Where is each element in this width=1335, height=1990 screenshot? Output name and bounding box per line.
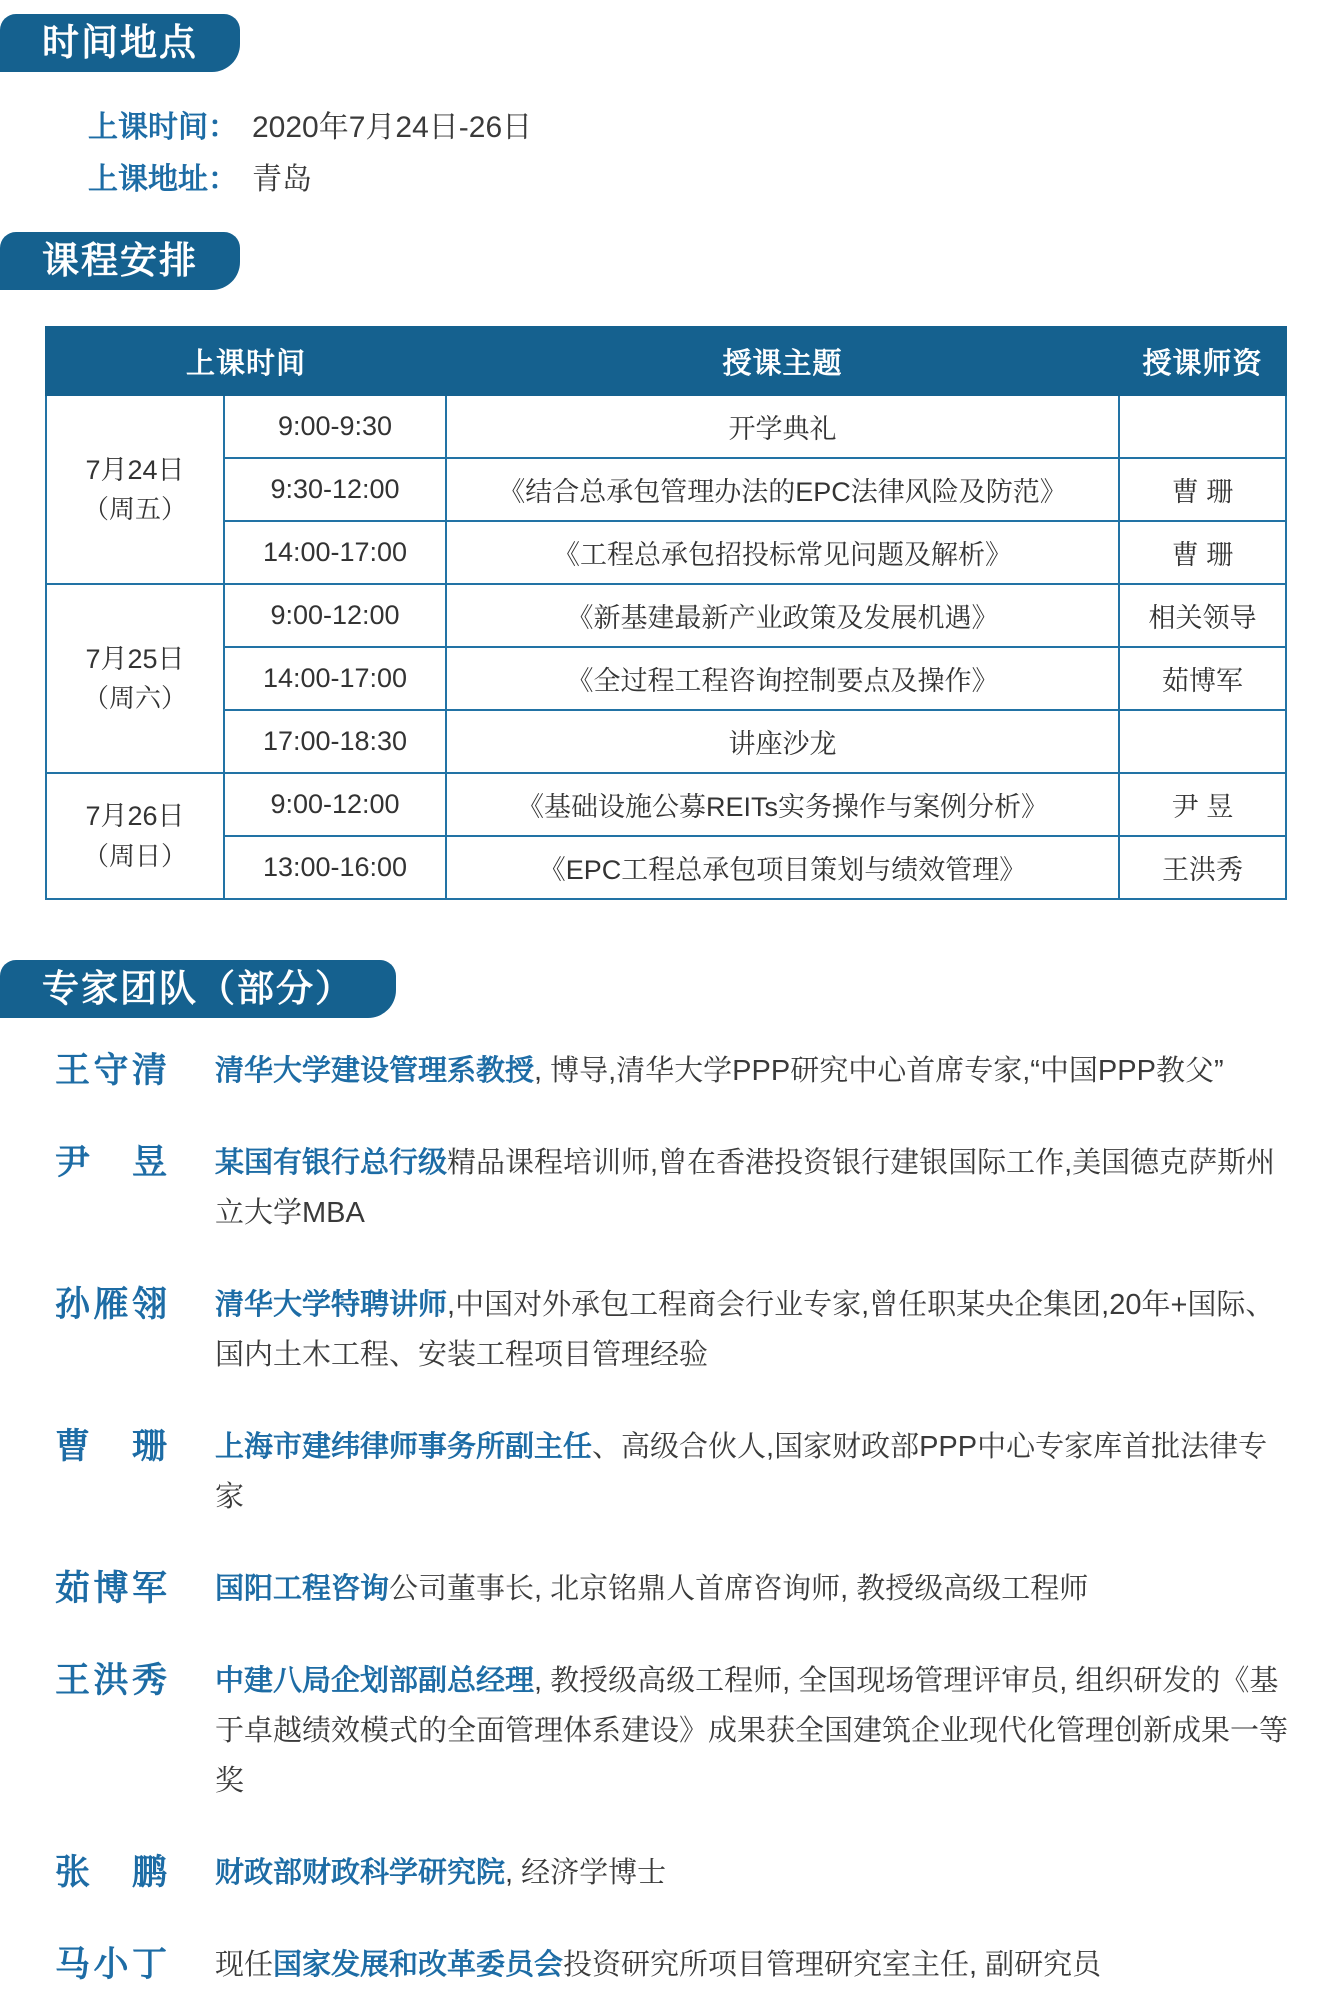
expert-desc-rest: , 教授级高级工程师, 全国现场管理评审员, 组织研发的《基于卓越绩效模式的全面管理体系建设》成果获全国建筑企业现代化管理创新成果一等奖: [215, 1665, 1289, 1797]
topic-cell: 讲座沙龙: [446, 710, 1119, 773]
teacher-cell: 曹 珊: [1119, 458, 1286, 521]
time-cell: 9:30-12:00: [224, 458, 446, 521]
expert-desc-rest: 、高级合伙人,国家财政部PPP中心专家库首批法律专家: [215, 1431, 1268, 1513]
teacher-cell: [1119, 710, 1286, 773]
expert-desc-rest: , 博导,清华大学PPP研究中心首席专家,“中国PPP教父”: [534, 1055, 1224, 1087]
list-item-expert: [55, 1046, 1290, 1096]
list-item-expert: [55, 1848, 1290, 1898]
list-item-expert: [55, 1564, 1290, 1614]
class-address-value: 青岛: [252, 163, 312, 196]
expert-name: 王守清: [55, 1051, 167, 1090]
expert-name: 马小丁: [55, 1945, 167, 1984]
expert-desc-rest: , 经济学博士: [505, 1857, 667, 1889]
schedule-table: [45, 326, 1287, 900]
time-cell: 9:00-12:00: [224, 584, 446, 647]
expert-name: 孙雁翎: [55, 1285, 167, 1324]
weekday-text: （周六）: [82, 683, 187, 714]
teacher-cell: 王洪秀: [1119, 836, 1286, 899]
expert-description: [215, 1138, 1290, 1238]
expert-desc-highlight: 上海市建纬律师事务所副主任: [215, 1431, 593, 1463]
schedule-header-row: [46, 327, 1286, 395]
expert-desc-rest: 精品课程培训师,曾在香港投资银行建银国际工作,美国德克萨斯州立大学MBA: [215, 1147, 1276, 1229]
class-time-label: 上课时间：: [88, 111, 238, 144]
teacher-cell: 尹 昱: [1119, 773, 1286, 836]
weekday-text: （周日）: [82, 840, 187, 871]
time-cell: 14:00-17:00: [224, 521, 446, 584]
time-cell: 17:00-18:30: [224, 710, 446, 773]
class-address-label: 上课地址：: [88, 163, 238, 196]
expert-description: [215, 1280, 1290, 1380]
topic-cell: 《EPC工程总承包项目策划与绩效管理》: [446, 836, 1119, 899]
section-title-time-location: 时间地点: [0, 14, 240, 72]
table-row: [46, 521, 1286, 584]
table-row: [46, 710, 1286, 773]
list-item-expert: [55, 1138, 1290, 1238]
expert-desc-rest: ,中国对外承包工程商会行业专家,曾任职某央企集团,20年+国际、国内土木工程、安装工程项目管理经验: [215, 1289, 1275, 1371]
time-cell: 9:00-9:30: [224, 395, 446, 458]
list-item-expert: [55, 1656, 1290, 1806]
topic-cell: 《新基建最新产业政策及发展机遇》: [446, 584, 1119, 647]
expert-desc-highlight: 财政部财政科学研究院: [215, 1857, 506, 1889]
expert-desc-rest: 公司董事长, 北京铭鼎人首席咨询师, 教授级高级工程师: [389, 1573, 1089, 1605]
topic-cell: 《结合总承包管理办法的EPC法律风险及防范》: [446, 458, 1119, 521]
table-row: [46, 836, 1286, 899]
expert-desc-highlight: 国家发展和改革委员会: [273, 1949, 564, 1981]
expert-desc-highlight: 清华大学特聘讲师: [215, 1289, 448, 1321]
section-title-experts: 专家团队（部分）: [0, 960, 396, 1018]
expert-desc-highlight: 中建八局企划部副总经理: [215, 1665, 535, 1697]
topic-cell: 《工程总承包招投标常见问题及解析》: [446, 521, 1119, 584]
expert-desc-prefix: 现任: [215, 1949, 274, 1981]
list-item-expert: [55, 1280, 1290, 1380]
expert-desc-highlight: 国阳工程咨询: [215, 1573, 390, 1605]
table-row: [46, 584, 1286, 647]
table-row: [46, 647, 1286, 710]
list-item-expert: [55, 1422, 1290, 1522]
header-teacher: 授课师资: [1119, 327, 1286, 395]
teacher-cell: [1119, 395, 1286, 458]
header-class-time: 上课时间: [46, 327, 446, 395]
list-item-expert: [55, 1940, 1290, 1990]
header-topic: 授课主题: [446, 327, 1119, 395]
time-cell: 13:00-16:00: [224, 836, 446, 899]
expert-name: 王洪秀: [55, 1661, 167, 1700]
weekday-text: （周五）: [82, 494, 187, 525]
date-cell-jul25: [46, 584, 224, 773]
table-row: [46, 773, 1286, 836]
expert-description: [215, 1564, 1290, 1614]
teacher-cell: 茹博军: [1119, 647, 1286, 710]
teacher-cell: 曹 珊: [1119, 521, 1286, 584]
date-text: 7月25日: [85, 643, 185, 674]
expert-description: [215, 1422, 1290, 1522]
topic-cell: 《全过程工程咨询控制要点及操作》: [446, 647, 1119, 710]
expert-name: 曹 珊: [55, 1427, 167, 1466]
date-cell-jul26: [46, 773, 224, 899]
expert-description: [215, 1848, 1290, 1898]
section-title-schedule: 课程安排: [0, 232, 240, 290]
expert-name: 茹博军: [55, 1569, 167, 1608]
table-row: [46, 395, 1286, 458]
schedule-section: [0, 206, 1335, 900]
experts-section: [0, 900, 1335, 1990]
expert-description: [215, 1656, 1290, 1806]
teacher-cell: 相关领导: [1119, 584, 1286, 647]
topic-cell: 《基础设施公募REITs实务操作与案例分析》: [446, 773, 1119, 836]
time-cell: 14:00-17:00: [224, 647, 446, 710]
expert-list: [55, 1046, 1290, 1990]
expert-description: [215, 1940, 1290, 1990]
class-time-field: [88, 102, 1335, 154]
time-location-section: [0, 0, 1335, 206]
date-cell-jul24: [46, 395, 224, 584]
expert-desc-highlight: 某国有银行总行级: [215, 1147, 448, 1179]
expert-name: 张 鹏: [55, 1853, 167, 1892]
table-row: [46, 458, 1286, 521]
expert-desc-rest: 投资研究所项目管理研究室主任, 副研究员: [563, 1949, 1102, 1981]
time-location-fields: [88, 102, 1335, 206]
class-address-field: [88, 154, 1335, 206]
expert-description: [215, 1046, 1290, 1096]
time-cell: 9:00-12:00: [224, 773, 446, 836]
expert-name: 尹 昱: [55, 1143, 167, 1182]
date-text: 7月24日: [85, 454, 185, 485]
date-text: 7月26日: [85, 801, 185, 832]
class-time-value: 2020年7月24日-26日: [252, 111, 533, 144]
expert-desc-highlight: 清华大学建设管理系教授: [215, 1055, 535, 1087]
topic-cell: 开学典礼: [446, 395, 1119, 458]
